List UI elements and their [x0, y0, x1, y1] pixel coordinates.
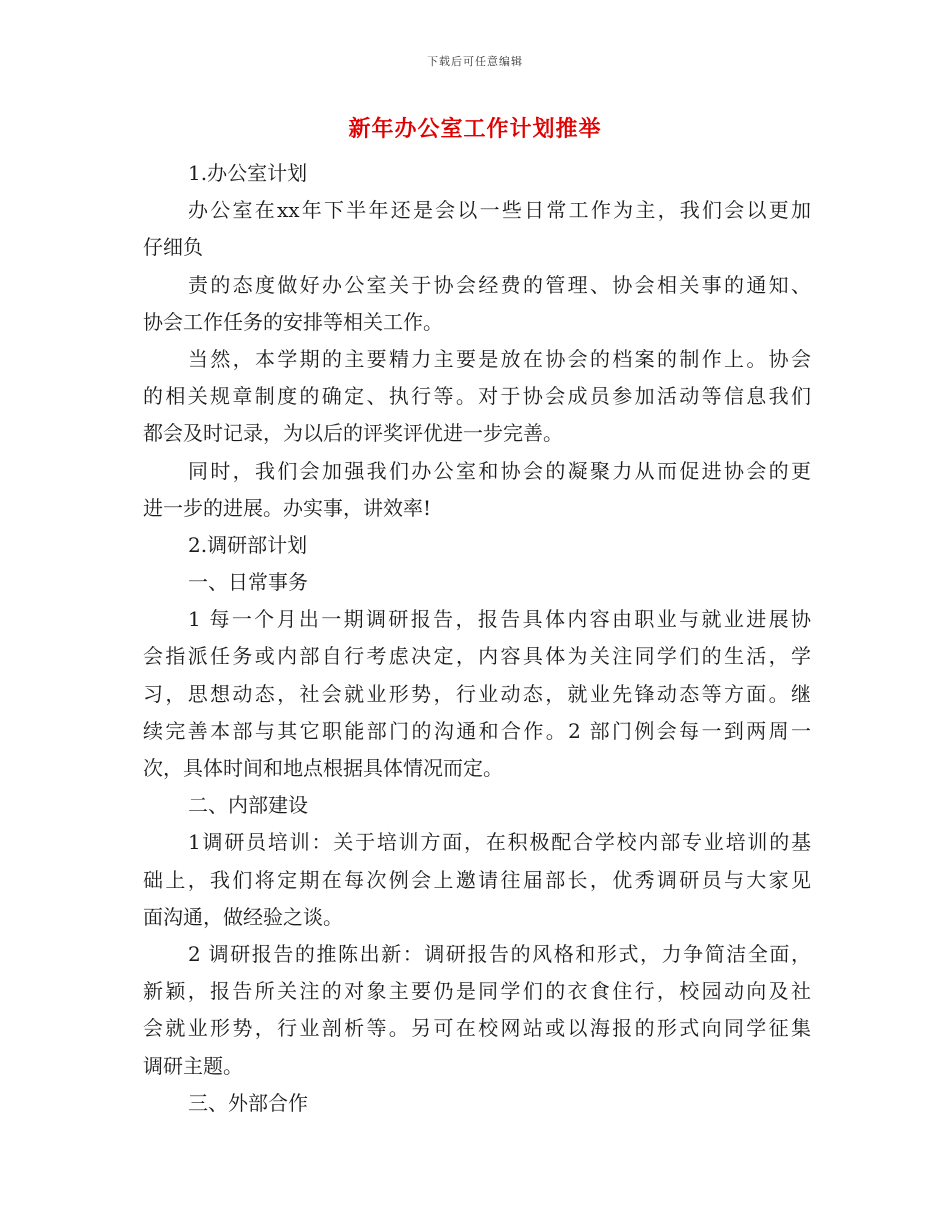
paragraph-line: 办公室在xx年下半年还是会以一些日常工作为主，我们会以更加 — [188, 198, 811, 223]
paragraph-line: 仔细负 — [143, 235, 203, 260]
subsection-heading: 二、内部建设 — [188, 793, 308, 818]
paragraph-line: 2 调研报告的推陈出新：调研报告的风格和形式，力争简洁全面， — [188, 941, 811, 966]
paragraph-line: 础上，我们将定期在每次例会上邀请往届部长，优秀调研员与大家见 — [143, 867, 811, 892]
paragraph-line: 都会及时记录，为以后的评奖评优进一步完善。 — [143, 421, 563, 446]
paragraph-line: 会就业形势，行业剖析等。另可在校网站或以海报的形式向同学征集 — [143, 1016, 811, 1041]
paragraph-line: 1调研员培训：关于培训方面，在积极配合学校内部专业培训的基 — [188, 830, 811, 855]
subsection-heading: 一、日常事务 — [188, 570, 308, 595]
paragraph-line: 1 每一个月出一期调研报告，报告具体内容由职业与就业进展协 — [188, 607, 811, 632]
paragraph-line: 习，思想动态，社会就业形势，行业动态，就业先锋动态等方面。继 — [143, 681, 811, 706]
paragraph-line: 面沟通，做经验之谈。 — [143, 904, 343, 929]
paragraph-line: 新颖，报告所关注的对象主要仍是同学们的衣食住行，校园动向及社 — [143, 979, 811, 1004]
header-note: 下载后可任意编辑 — [427, 55, 523, 68]
paragraph-line: 续完善本部与其它职能部门的沟通和合作。2 部门例会每一到两周一 — [143, 718, 811, 743]
paragraph-line: 协会工作任务的安排等相关工作。 — [143, 309, 443, 334]
document-body — [143, 155, 811, 1122]
section-heading: 2.调研部计划 — [188, 532, 308, 557]
paragraph-line: 同时，我们会加强我们办公室和协会的凝聚力从而促进协会的更 — [188, 458, 811, 483]
paragraph-line: 的相关规章制度的确定、执行等。对于协会成员参加活动等信息我们 — [143, 384, 811, 409]
subsection-heading: 三、外部合作 — [188, 1090, 308, 1115]
paragraph-line: 调研主题。 — [143, 1053, 243, 1078]
paragraph-line: 责的态度做好办公室关于协会经费的管理、协会相关事的通知、 — [188, 272, 811, 297]
document-title: 新年办公室工作计划推举 — [348, 117, 602, 142]
paragraph-line: 会指派任务或内部自行考虑决定，内容具体为关注同学们的生活，学 — [143, 644, 811, 669]
section-heading: 1.办公室计划 — [188, 161, 308, 185]
paragraph-line: 次，具体时间和地点根据具体情况而定。 — [143, 756, 503, 780]
paragraph-line: 进一步的进展。办实事，讲效率! — [143, 495, 432, 520]
paragraph-line: 当然，本学期的主要精力主要是放在协会的档案的制作上。协会 — [188, 346, 811, 371]
